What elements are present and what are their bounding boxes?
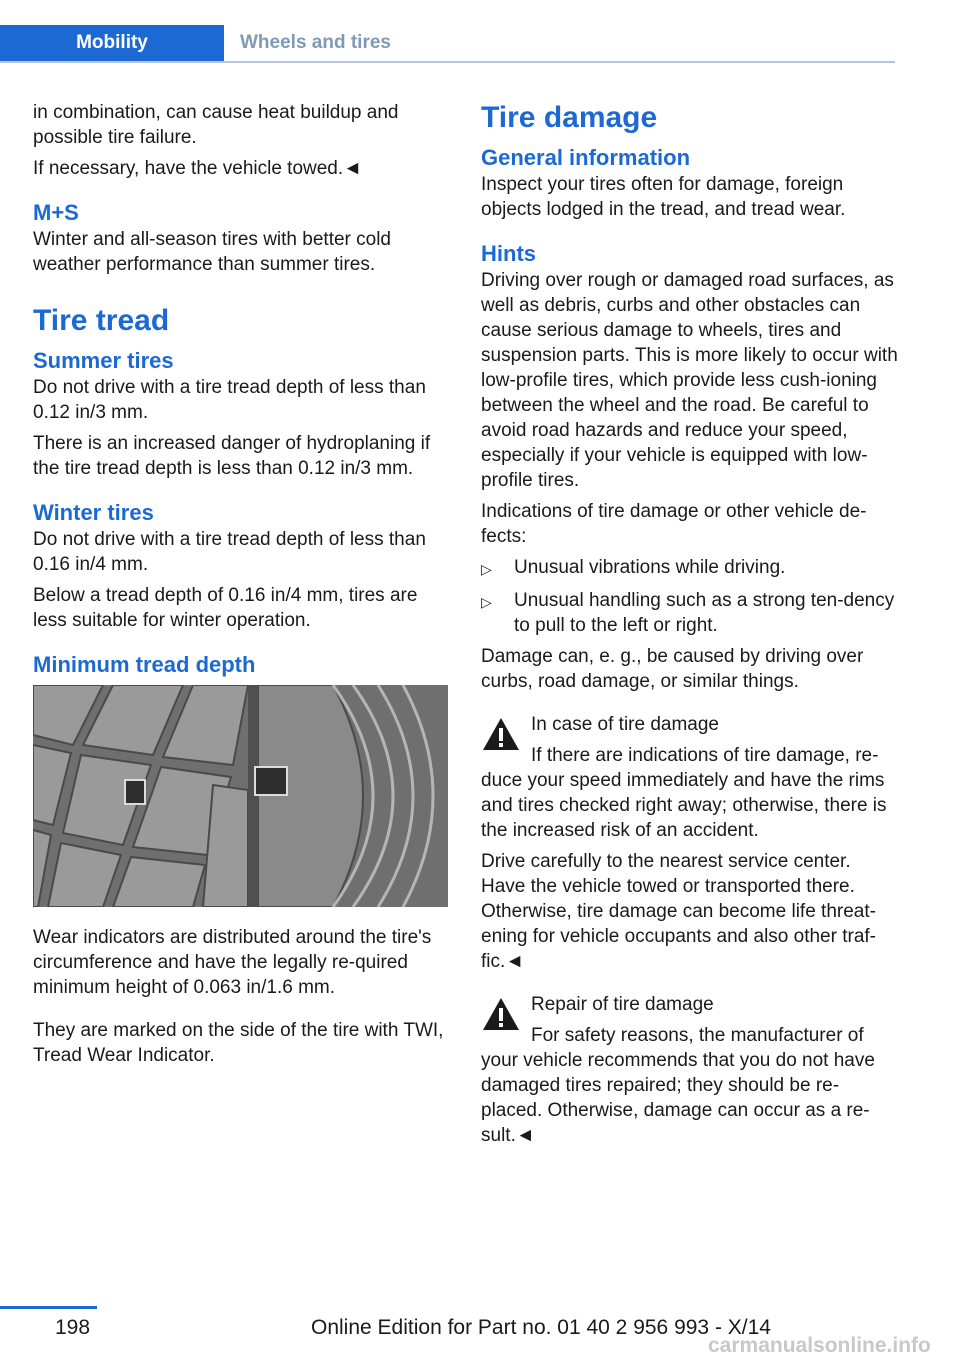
paragraph: Do not drive with a tire tread depth of less than 0.16 in/4 mm. bbox=[33, 529, 426, 575]
footer-rule bbox=[0, 1306, 97, 1309]
warning-triangle-icon bbox=[481, 996, 521, 1032]
tire-tread-heading: Tire tread bbox=[33, 304, 170, 337]
paragraph: Below a tread depth of 0.16 in/4 mm, tires are less suitable for winter operation. bbox=[33, 585, 418, 631]
ms-heading: M+S bbox=[33, 200, 79, 225]
section-tab[interactable]: Mobility bbox=[0, 25, 224, 61]
tire-tread-illustration bbox=[33, 685, 448, 907]
paragraph: Do not drive with a tire tread depth of less than 0.12 in/3 mm. bbox=[33, 377, 426, 423]
page-header bbox=[0, 25, 895, 63]
list-item-text: Unusual vibrations while driving. bbox=[514, 557, 786, 578]
warning-triangle-icon bbox=[481, 716, 521, 752]
general-information-heading: General information bbox=[481, 145, 691, 170]
chapter-tab[interactable]: Wheels and tires bbox=[240, 32, 391, 53]
warning-text: For safety reasons, the manufacturer of your vehicle recommends that you do not have damaged tires repaired; they should be re‐placed. Otherwise, damage can occur as a re‐sult.◄ bbox=[481, 1025, 875, 1146]
hints-heading: Hints bbox=[481, 241, 536, 266]
paragraph: Wear indicators are distributed around the tire's circumference and have the legally re‐quired minimum height of 0.063 in/1.6 mm. bbox=[33, 927, 432, 998]
right-column bbox=[481, 100, 899, 1154]
warning-title: In case of tire damage bbox=[531, 714, 719, 735]
tire-tread-illustration bbox=[33, 685, 448, 907]
paragraph: Driving over rough or damaged road surfaces, as well as debris, curbs and other obstacles can cause serious damage to wheels, tires and suspension parts. This is more likely to occur with low-profile tires, which provide less cush‐ioning between the wheel and the road. Be careful to avoid road hazards and reduce your speed, especially if your vehicle is equipped with low-profile tires. bbox=[481, 270, 898, 491]
warning-title: Repair of tire damage bbox=[531, 994, 714, 1015]
bullet-triangle-icon: ▷ bbox=[481, 594, 492, 610]
paragraph: Indications of tire damage or other vehicle de‐fects: bbox=[481, 501, 867, 547]
paragraph: in combination, can cause heat buildup and possible tire failure. bbox=[33, 102, 399, 148]
edition-info: Online Edition for Part no. 01 40 2 956 993 - X/14 bbox=[311, 1316, 771, 1339]
winter-tires-heading: Winter tires bbox=[33, 500, 154, 525]
list-item-text: Unusual handling such as a strong ten‐dency to pull to the left or right. bbox=[514, 590, 895, 636]
paragraph: Winter and all-season tires with better cold weather performance than summer tires. bbox=[33, 229, 391, 275]
paragraph: Damage can, e. g., be caused by driving over curbs, road damage, or similar things. bbox=[481, 646, 864, 692]
warning-box bbox=[481, 992, 899, 1148]
list-item bbox=[481, 588, 899, 638]
left-column bbox=[33, 100, 451, 1074]
warning-text: Drive carefully to the nearest service center. Have the vehicle towed or transported there. Otherwise, tire damage can become life threat‐ening for vehicle occupants and also other traf‐fic.◄ bbox=[481, 851, 877, 972]
warning-box bbox=[481, 712, 899, 974]
paragraph: They are marked on the side of the tire with TWI, Tread Wear Indicator. bbox=[33, 1020, 444, 1066]
warning-text: If there are indications of tire damage, re‐duce your speed immediately and have the rims and tires checked right away; otherwise, there is the increased risk of an accident. bbox=[481, 745, 887, 841]
watermark: carmanualsonline.info bbox=[708, 1334, 931, 1357]
paragraph: Inspect your tires often for damage, foreign objects lodged in the tread, and tread wear. bbox=[481, 174, 846, 220]
page-number: 198 bbox=[55, 1316, 91, 1339]
paragraph: There is an increased danger of hydroplaning if the tire tread depth is less than 0.12 in/3 mm. bbox=[33, 433, 431, 479]
list-item bbox=[481, 555, 899, 582]
minimum-tread-depth-heading: Minimum tread depth bbox=[33, 652, 256, 677]
bullet-triangle-icon: ▷ bbox=[481, 561, 492, 577]
summer-tires-heading: Summer tires bbox=[33, 348, 174, 373]
tire-damage-heading: Tire damage bbox=[481, 101, 658, 134]
paragraph: If necessary, have the vehicle towed.◄ bbox=[33, 158, 362, 179]
